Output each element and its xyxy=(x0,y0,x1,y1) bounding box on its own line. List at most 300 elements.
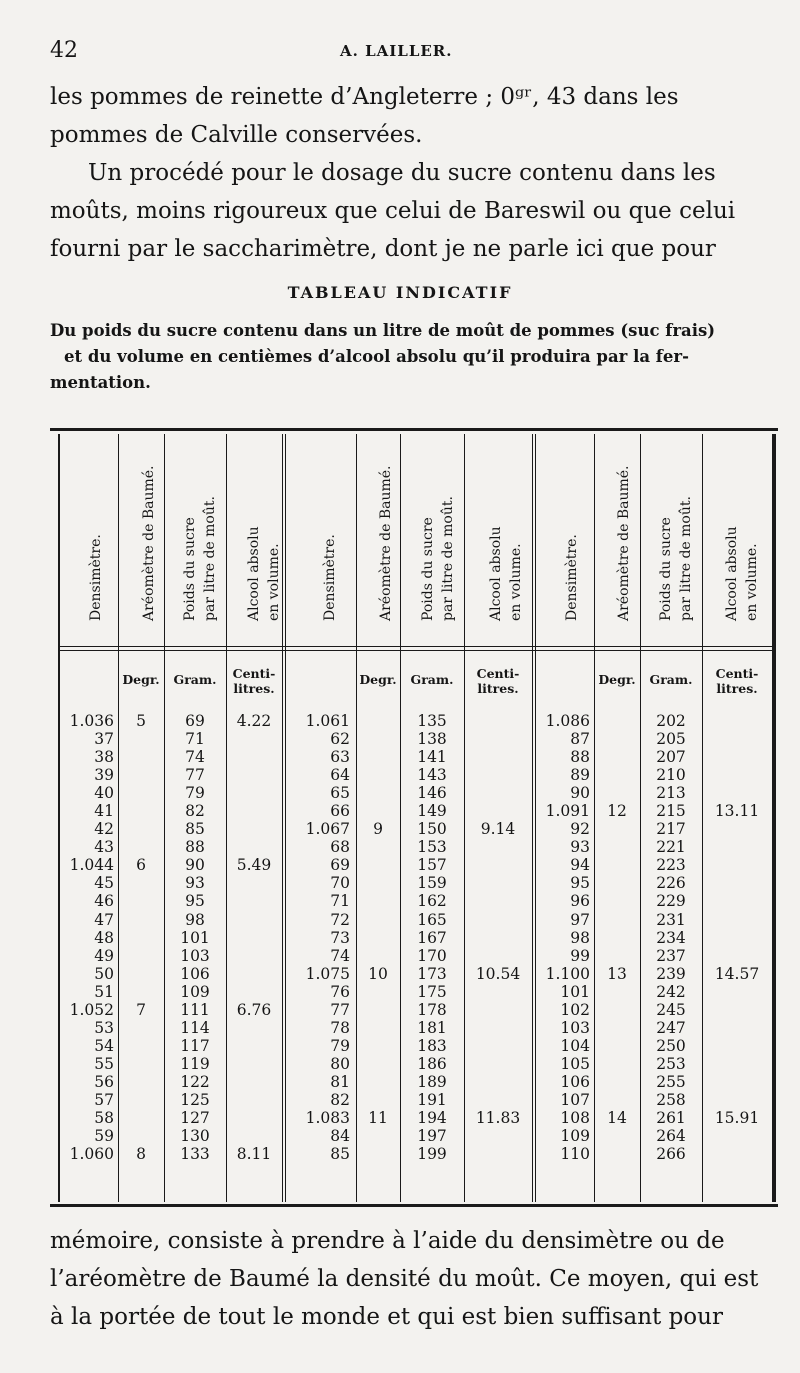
table-cell xyxy=(356,856,400,874)
table-cell xyxy=(702,820,772,838)
table-cell xyxy=(464,911,532,929)
table-cell: 57 xyxy=(94,1090,114,1109)
table-cell: 64 xyxy=(330,766,350,785)
table-cell: 191 xyxy=(417,1090,447,1109)
table-cell: 74 xyxy=(330,946,350,965)
table-cell xyxy=(356,838,400,856)
table-cell: 183 xyxy=(417,1036,447,1055)
header-areometre: Aréomètre de Baumé. xyxy=(378,465,394,621)
table-cell: 189 xyxy=(417,1072,447,1091)
table-cell xyxy=(356,892,400,910)
table-cell xyxy=(464,1055,532,1073)
table-cell xyxy=(118,1037,164,1055)
bottom-paragraph xyxy=(50,1222,762,1336)
unit-gram: Gram. xyxy=(173,672,217,687)
column-densimetre-2 xyxy=(286,712,350,1163)
table-cell: 150 xyxy=(417,820,447,839)
table-cell: 234 xyxy=(656,928,686,947)
table-cell xyxy=(226,1055,282,1073)
table-cell xyxy=(226,929,282,947)
table-cell xyxy=(118,1091,164,1109)
table-cell xyxy=(594,784,640,802)
table-cell: 82 xyxy=(330,1090,350,1109)
table-cell xyxy=(464,802,532,820)
table-cell xyxy=(356,1145,400,1163)
table-cell xyxy=(594,1145,640,1163)
caption-line: et du volume en centièmes d’alcool absolu qu’il produira par la fer- xyxy=(64,347,689,366)
table-cell xyxy=(118,892,164,910)
text-line: à la portée de tout le monde et qui est bien suffisant pour xyxy=(50,1304,723,1330)
table-bottom-rule xyxy=(50,1204,778,1207)
table-cell: 138 xyxy=(417,730,447,749)
table-cell: 226 xyxy=(656,874,686,893)
table-cell: 143 xyxy=(417,766,447,785)
table-cell: 258 xyxy=(656,1090,686,1109)
header-alcool-2: en volume. xyxy=(266,543,282,621)
header-poids-2: par litre de moût. xyxy=(440,496,456,621)
table-cell xyxy=(356,730,400,748)
table-cell xyxy=(702,766,772,784)
table-cell: 80 xyxy=(330,1054,350,1073)
table-cell: 165 xyxy=(417,910,447,929)
table-cell xyxy=(464,730,532,748)
header-alcool-2: en volume. xyxy=(508,543,524,621)
table-cell: 199 xyxy=(417,1145,447,1164)
column-baume-2 xyxy=(356,712,400,1163)
table-cell xyxy=(226,820,282,838)
table-cell: 175 xyxy=(417,982,447,1001)
table-cell: 109 xyxy=(180,982,210,1001)
table-cell: 167 xyxy=(417,928,447,947)
header-poids-2: par litre de moût. xyxy=(202,496,218,621)
table-cell xyxy=(118,838,164,856)
table-cell: 46 xyxy=(94,892,114,911)
unit-degr: Degr. xyxy=(122,672,160,687)
table-cell: 81 xyxy=(330,1072,350,1091)
table-cell: 170 xyxy=(417,946,447,965)
unit-gram: Gram. xyxy=(649,672,693,687)
table-cell xyxy=(464,1091,532,1109)
table-cell: 266 xyxy=(656,1145,686,1164)
table-cell: 65 xyxy=(330,784,350,803)
table-cell xyxy=(594,911,640,929)
table-cell xyxy=(226,1037,282,1055)
table-cell: 95 xyxy=(185,892,205,911)
table-cell: 72 xyxy=(330,910,350,929)
table-title: TABLEAU INDICATIF xyxy=(287,283,513,302)
header-rule xyxy=(58,646,776,647)
table-cell: 1.061 xyxy=(305,712,350,730)
table-cell: 210 xyxy=(656,766,686,785)
table-cell xyxy=(226,947,282,965)
table-cell: 53 xyxy=(94,1018,114,1037)
table-cell: 4.22 xyxy=(236,712,272,730)
table-cell xyxy=(118,965,164,983)
table-cell: 122 xyxy=(180,1072,210,1091)
table-cell xyxy=(464,766,532,784)
table-cell: 82 xyxy=(185,802,205,821)
header-poids-1: Poids du sucre xyxy=(420,517,436,621)
table-cell: 127 xyxy=(180,1109,210,1128)
header-areometre: Aréomètre de Baumé. xyxy=(141,465,157,621)
table-cell: 59 xyxy=(94,1127,114,1146)
table-cell: 93 xyxy=(570,838,590,857)
table-cell: 79 xyxy=(185,784,205,803)
table-cell xyxy=(356,874,400,892)
text-line: pommes de Calville conservées. xyxy=(50,122,423,148)
table-cell: 10.54 xyxy=(475,964,521,983)
table-cell: 40 xyxy=(94,784,114,803)
column-baume-1 xyxy=(118,712,164,1163)
table-cell xyxy=(118,929,164,947)
table-cell xyxy=(594,856,640,874)
table-cell: 255 xyxy=(656,1072,686,1091)
table-cell: 43 xyxy=(94,838,114,857)
table-cell xyxy=(226,730,282,748)
table-cell xyxy=(356,1037,400,1055)
table-cell: 63 xyxy=(330,748,350,767)
table-cell: 162 xyxy=(417,892,447,911)
table-cell: 56 xyxy=(94,1072,114,1091)
table-cell xyxy=(594,730,640,748)
table-cell: 55 xyxy=(94,1054,114,1073)
table-cell: 202 xyxy=(656,712,686,730)
table-cell xyxy=(226,892,282,910)
table-cell: 215 xyxy=(656,802,686,821)
table-cell xyxy=(702,730,772,748)
table-cell: 15.91 xyxy=(714,1109,760,1128)
table-cell xyxy=(594,748,640,766)
table-cell xyxy=(702,892,772,910)
table-cell xyxy=(464,892,532,910)
table-cell xyxy=(464,748,532,766)
table-cell: 66 xyxy=(330,802,350,821)
table-cell: 71 xyxy=(330,892,350,911)
table-cell: 9 xyxy=(373,820,383,839)
table-cell: 90 xyxy=(570,784,590,803)
table-cell: 239 xyxy=(656,964,686,983)
table-cell: 207 xyxy=(656,748,686,767)
table-cell xyxy=(118,730,164,748)
table-cell xyxy=(702,712,772,730)
table-cell xyxy=(702,1037,772,1055)
table-cell: 102 xyxy=(560,1000,590,1019)
table-cell xyxy=(702,1055,772,1073)
header-alcool-1: Alcool absolu xyxy=(724,526,740,621)
data-table xyxy=(50,428,778,1208)
table-cell xyxy=(702,784,772,802)
unit-centi: Centi- litres. xyxy=(232,666,276,696)
table-cell xyxy=(464,712,532,730)
table-cell: 77 xyxy=(330,1000,350,1019)
table-cell: 11 xyxy=(368,1109,388,1128)
unit-centi: Centi- litres. xyxy=(715,666,759,696)
table-cell xyxy=(118,784,164,802)
page-number: 42 xyxy=(50,38,78,63)
header-poids-1: Poids du sucre xyxy=(658,517,674,621)
table-cell xyxy=(356,1073,400,1091)
table-cell xyxy=(594,1073,640,1091)
table-cell xyxy=(594,1001,640,1019)
table-cell xyxy=(118,802,164,820)
table-cell xyxy=(594,947,640,965)
table-cell: 79 xyxy=(330,1036,350,1055)
table-cell xyxy=(594,1127,640,1145)
table-cell: 229 xyxy=(656,892,686,911)
table-cell: 105 xyxy=(560,1054,590,1073)
table-cell xyxy=(356,911,400,929)
table-cell xyxy=(356,1091,400,1109)
top-paragraph xyxy=(50,78,762,268)
table-cell: 13.11 xyxy=(714,802,760,821)
table-cell: 50 xyxy=(94,964,114,983)
table-cell: 108 xyxy=(560,1109,590,1128)
header-alcool-1: Alcool absolu xyxy=(488,526,504,621)
column-densimetre-1 xyxy=(60,712,114,1163)
table-cell xyxy=(594,712,640,730)
table-cell: 109 xyxy=(560,1127,590,1146)
table-cell: 159 xyxy=(417,874,447,893)
column-densimetre-3 xyxy=(536,712,590,1163)
table-cell: 98 xyxy=(570,928,590,947)
text-line: fourni par le saccharimètre, dont je ne parle ici que pour xyxy=(50,236,716,262)
table-cell: 49 xyxy=(94,946,114,965)
table-cell: 95 xyxy=(570,874,590,893)
table-cell xyxy=(702,874,772,892)
table-cell: 76 xyxy=(330,982,350,1001)
table-cell xyxy=(356,784,400,802)
table-cell: 1.052 xyxy=(69,1000,114,1019)
table-cell xyxy=(594,838,640,856)
header-alcool-1: Alcool absolu xyxy=(246,526,262,621)
table-cell: 1.100 xyxy=(545,964,590,983)
table-cell xyxy=(356,929,400,947)
column-alcool-2 xyxy=(464,712,532,1163)
caption-line: mentation. xyxy=(50,373,151,392)
table-cell xyxy=(226,965,282,983)
table-cell: 194 xyxy=(417,1109,447,1128)
column-alcool-3 xyxy=(702,712,772,1163)
text-line: Un procédé pour le dosage du sucre contenu dans les xyxy=(88,160,716,186)
table-cell xyxy=(226,1073,282,1091)
table-cell: 242 xyxy=(656,982,686,1001)
table-cell xyxy=(118,874,164,892)
table-cell: 9.14 xyxy=(480,820,516,839)
table-cell: 42 xyxy=(94,820,114,839)
table-cell xyxy=(702,1073,772,1091)
table-cell xyxy=(226,748,282,766)
table-cell: 1.036 xyxy=(69,712,114,730)
text-line: les pommes de reinette d’Angleterre ; 0ᵍʳ, 43 dans les xyxy=(50,84,679,110)
table-cell: 96 xyxy=(570,892,590,911)
table-cell xyxy=(702,929,772,947)
table-cell xyxy=(464,1001,532,1019)
table-cell: 141 xyxy=(417,748,447,767)
table-cell: 111 xyxy=(180,1000,210,1019)
table-cell xyxy=(118,1019,164,1037)
table-cell xyxy=(702,1145,772,1163)
table-cell xyxy=(594,766,640,784)
table-cell: 97 xyxy=(570,910,590,929)
table-cell: 197 xyxy=(417,1127,447,1146)
table-cell: 88 xyxy=(185,838,205,857)
table-cell: 125 xyxy=(180,1090,210,1109)
table-cell xyxy=(594,929,640,947)
table-cell: 7 xyxy=(136,1000,146,1019)
table-cell: 205 xyxy=(656,730,686,749)
table-cell: 103 xyxy=(560,1018,590,1037)
table-cell: 133 xyxy=(180,1145,210,1164)
table-cell: 146 xyxy=(417,784,447,803)
table-cell: 1.075 xyxy=(305,964,350,983)
table-cell: 135 xyxy=(417,712,447,730)
table-cell: 70 xyxy=(330,874,350,893)
table-cell: 253 xyxy=(656,1054,686,1073)
table-cell xyxy=(702,1091,772,1109)
table-cell: 73 xyxy=(330,928,350,947)
table-cell: 62 xyxy=(330,730,350,749)
table-cell: 153 xyxy=(417,838,447,857)
text-line: mémoire, consiste à prendre à l’aide du densimètre ou de xyxy=(50,1228,725,1254)
header-densimetre: Densimètre. xyxy=(322,534,338,621)
table-cell: 213 xyxy=(656,784,686,803)
page-header xyxy=(50,38,760,68)
table-cell xyxy=(226,874,282,892)
table-cell xyxy=(594,892,640,910)
table-cell: 1.067 xyxy=(305,820,350,839)
table-cell xyxy=(118,820,164,838)
table-cell xyxy=(226,1109,282,1127)
table-cell xyxy=(226,802,282,820)
table-cell: 8.11 xyxy=(236,1145,272,1164)
table-cell: 13 xyxy=(607,964,627,983)
table-cell xyxy=(464,856,532,874)
table-cell: 247 xyxy=(656,1018,686,1037)
table-cell xyxy=(226,838,282,856)
table-cell: 178 xyxy=(417,1000,447,1019)
table-cell: 117 xyxy=(180,1036,210,1055)
column-baume-3 xyxy=(594,712,640,1163)
table-cell xyxy=(702,911,772,929)
table-cell xyxy=(464,929,532,947)
table-cell: 149 xyxy=(417,802,447,821)
table-cell: 92 xyxy=(570,820,590,839)
table-cell xyxy=(356,1001,400,1019)
table-cell: 68 xyxy=(330,838,350,857)
table-cell: 74 xyxy=(185,748,205,767)
table-cell xyxy=(356,983,400,1001)
table-cell: 1.060 xyxy=(69,1145,114,1164)
table-cell: 78 xyxy=(330,1018,350,1037)
table-cell xyxy=(356,1055,400,1073)
table-cell: 231 xyxy=(656,910,686,929)
table-cell: 217 xyxy=(656,820,686,839)
table-cell: 106 xyxy=(560,1072,590,1091)
table-cell xyxy=(356,748,400,766)
header-poids-1: Poids du sucre xyxy=(182,517,198,621)
table-cell: 103 xyxy=(180,946,210,965)
table-cell xyxy=(464,947,532,965)
column-sucre-2 xyxy=(400,712,464,1163)
table-cell xyxy=(226,766,282,784)
header-densimetre: Densimètre. xyxy=(564,534,580,621)
header-areometre: Aréomètre de Baumé. xyxy=(616,465,632,621)
header-poids-2: par litre de moût. xyxy=(678,496,694,621)
table-cell: 245 xyxy=(656,1000,686,1019)
table-cell: 173 xyxy=(417,964,447,983)
table-cell xyxy=(118,983,164,1001)
table-cell: 14 xyxy=(607,1109,627,1128)
table-cell: 58 xyxy=(94,1109,114,1128)
table-cell: 12 xyxy=(607,802,627,821)
table-cell: 1.091 xyxy=(545,802,590,821)
running-head: A. LAILLER. xyxy=(340,42,453,60)
table-cell xyxy=(594,874,640,892)
table-cell: 48 xyxy=(94,928,114,947)
table-cell xyxy=(356,1019,400,1037)
table-cell: 41 xyxy=(94,802,114,821)
table-cell: 264 xyxy=(656,1127,686,1146)
table-cell: 114 xyxy=(180,1018,210,1037)
column-sucre-3 xyxy=(640,712,702,1163)
table-cell: 71 xyxy=(185,730,205,749)
table-cell xyxy=(226,784,282,802)
table-cell xyxy=(702,1001,772,1019)
table-cell xyxy=(702,856,772,874)
table-cell: 186 xyxy=(417,1054,447,1073)
table-cell: 261 xyxy=(656,1109,686,1128)
column-alcool-1 xyxy=(226,712,282,1163)
table-cell: 47 xyxy=(94,910,114,929)
table-cell: 51 xyxy=(94,982,114,1001)
table-cell xyxy=(594,1091,640,1109)
text-line: moûts, moins rigoureux que celui de Bareswil ou que celui xyxy=(50,198,736,224)
table-cell xyxy=(464,1037,532,1055)
table-cell: 6.76 xyxy=(236,1000,272,1019)
table-cell: 106 xyxy=(180,964,210,983)
table-cell xyxy=(464,1145,532,1163)
table-cell: 237 xyxy=(656,946,686,965)
table-cell: 8 xyxy=(136,1145,146,1164)
table-cell xyxy=(226,983,282,1001)
table-cell: 54 xyxy=(94,1036,114,1055)
table-cell xyxy=(118,1055,164,1073)
table-cell: 104 xyxy=(560,1036,590,1055)
table-cell xyxy=(702,748,772,766)
header-rule xyxy=(58,650,776,651)
table-cell xyxy=(594,820,640,838)
table-cell xyxy=(702,1127,772,1145)
header-densimetre: Densimètre. xyxy=(88,534,104,621)
table-cell xyxy=(702,983,772,1001)
table-cell xyxy=(356,802,400,820)
table-cell: 130 xyxy=(180,1127,210,1146)
table-cell xyxy=(356,1127,400,1145)
table-cell xyxy=(356,766,400,784)
unit-centi: Centi- litres. xyxy=(476,666,520,696)
table-cell xyxy=(464,838,532,856)
table-cell: 37 xyxy=(94,730,114,749)
table-cell: 38 xyxy=(94,748,114,767)
table-cell: 1.044 xyxy=(69,856,114,875)
table-cell: 99 xyxy=(570,946,590,965)
table-caption xyxy=(50,318,762,396)
table-cell: 101 xyxy=(560,982,590,1001)
table-top-rule xyxy=(50,428,778,431)
table-cell xyxy=(464,1073,532,1091)
header-alcool-2: en volume. xyxy=(744,543,760,621)
table-cell: 10 xyxy=(368,964,388,983)
